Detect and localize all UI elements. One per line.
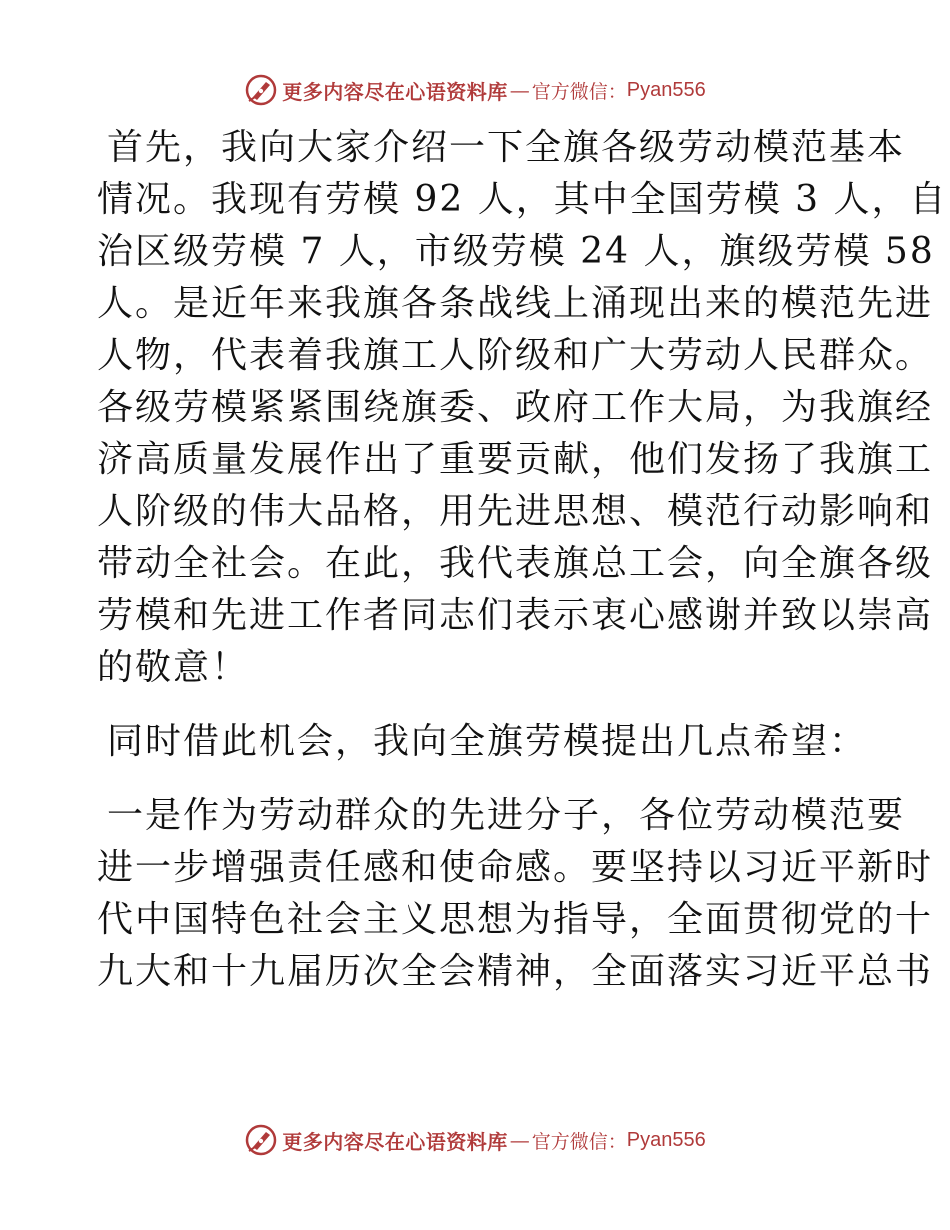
footer-watermark xyxy=(0,1120,950,1160)
text-line: 情况。我现有劳模 92 人，其中全国劳模 3 人，自 xyxy=(97,179,948,220)
text-line: 的敬意！ xyxy=(97,647,250,688)
text-line: 治区级劳模 7 人，市级劳模 24 人，旗级劳模 58 xyxy=(97,231,935,272)
header-watermark xyxy=(0,70,950,110)
wechat-label: 官方微信： xyxy=(531,80,627,103)
text-line: 人物，代表着我旗工人阶级和广大劳动人民群众。 xyxy=(97,335,934,376)
text-line: 进一步增强责任感和使命感。要坚持以习近平新时 xyxy=(97,847,934,888)
text-line: 各级劳模紧紧围绕旗委、政府工作大局，为我旗经 xyxy=(97,387,934,428)
paragraph-point-one xyxy=(97,790,934,998)
text-line: 首先，我向大家介绍一下全旗各级劳动模范基本 xyxy=(107,127,906,168)
paragraph-intro xyxy=(97,122,948,694)
text-line: 带动全社会。在此，我代表旗总工会，向全旗各级 xyxy=(97,543,934,584)
text-line: 人阶级的伟大品格，用先进思想、模范行动影响和 xyxy=(97,491,934,532)
text-line: 九大和十九届历次全会精神，全面落实习近平总书 xyxy=(97,951,934,992)
pen-nib-logo-icon xyxy=(244,73,278,107)
wechat-id: Pyan556 xyxy=(626,78,706,101)
pen-nib-logo-icon xyxy=(244,1123,278,1157)
text-line: 人。是近年来我旗各条战线上涌现出来的模范先进 xyxy=(97,283,934,324)
paragraph-hopes-intro xyxy=(97,716,868,768)
text-line: 同时借此机会，我向全旗劳模提出几点希望： xyxy=(107,721,868,762)
text-line: 代中国特色社会主义思想为指导，全面贯彻党的十 xyxy=(97,899,934,940)
separator: — xyxy=(509,78,530,102)
text-line: 劳模和先进工作者同志们表示衷心感谢并致以崇高 xyxy=(97,595,934,636)
brand-text: 更多内容尽在心语资料库 xyxy=(282,79,508,104)
wechat-label: 官方微信： xyxy=(531,1130,627,1153)
text-line: 济高质量发展作出了重要贡献，他们发扬了我旗工 xyxy=(97,439,934,480)
document-body xyxy=(97,122,948,998)
wechat-id: Pyan556 xyxy=(626,1128,706,1151)
separator: — xyxy=(509,1128,530,1152)
text-line: 一是作为劳动群众的先进分子，各位劳动模范要 xyxy=(107,795,906,836)
brand-text: 更多内容尽在心语资料库 xyxy=(282,1129,508,1154)
